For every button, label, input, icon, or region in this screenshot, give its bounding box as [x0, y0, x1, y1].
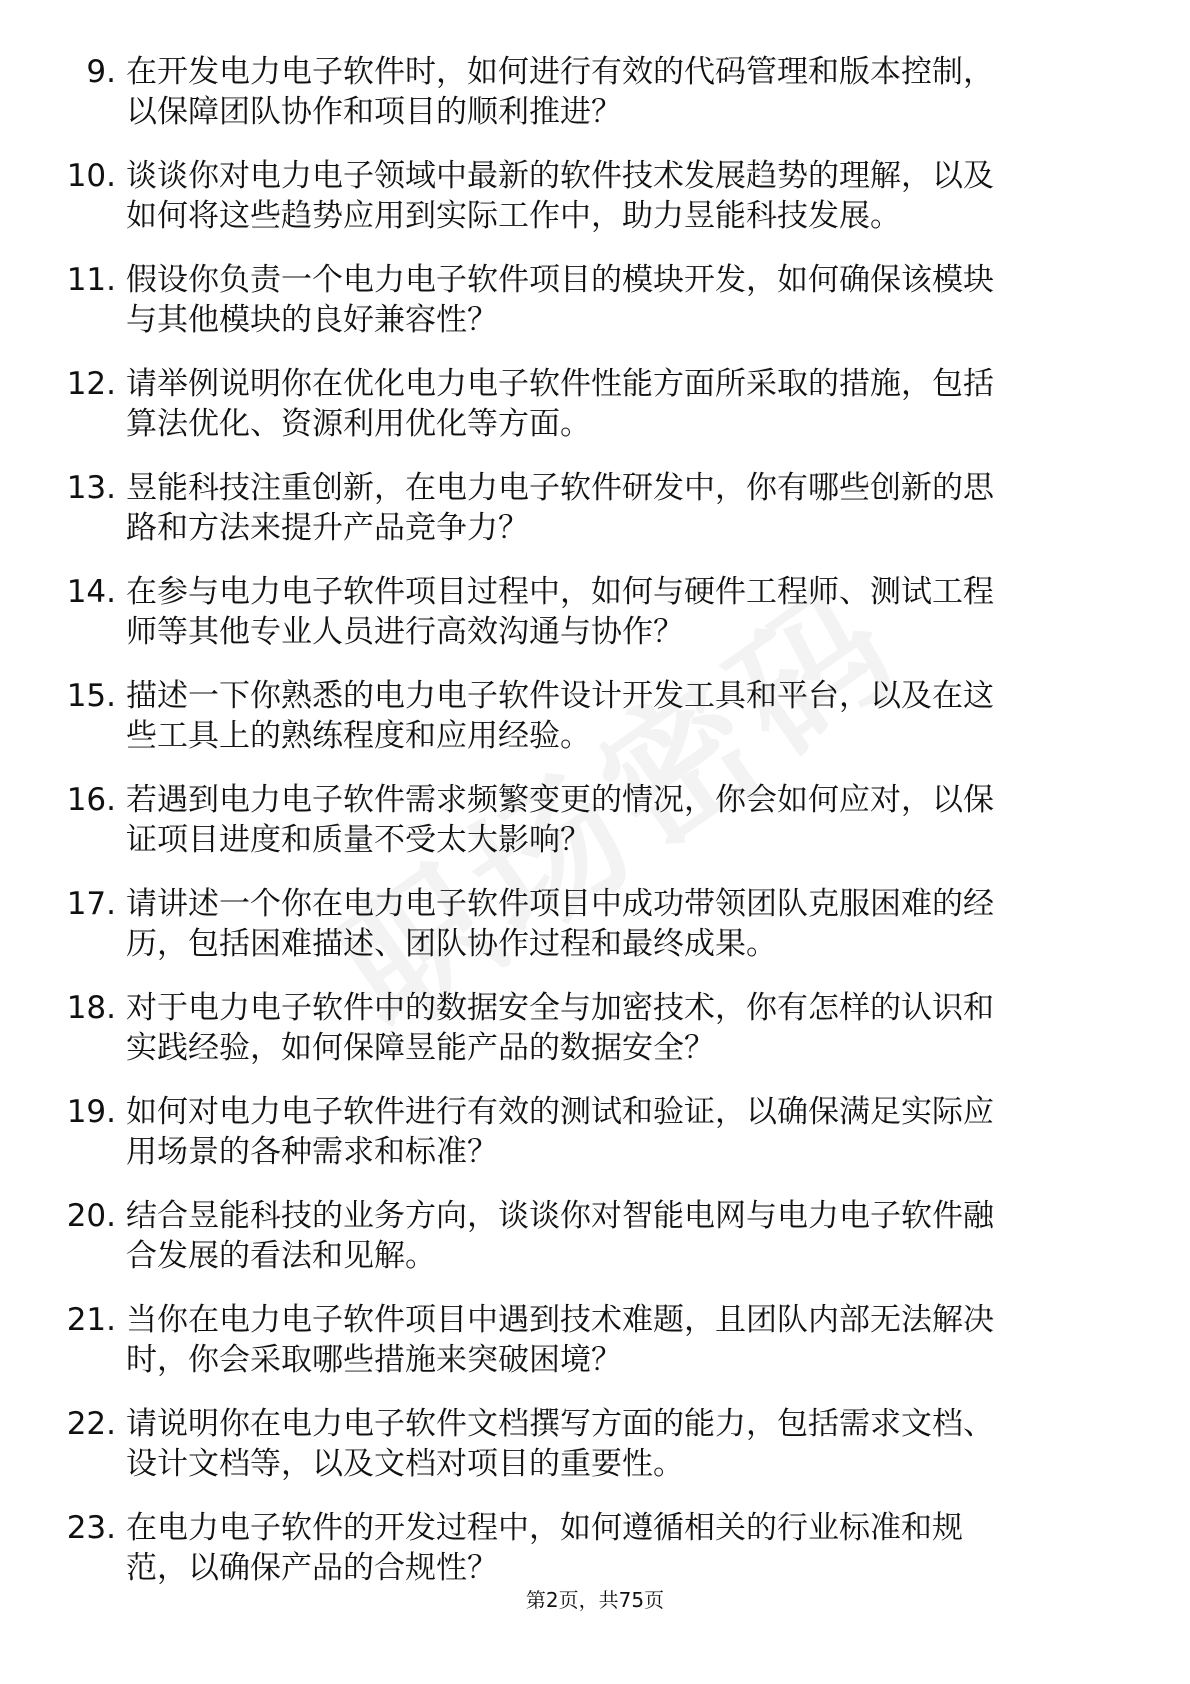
- question-line: 假设你负责一个电力电子软件项目的模块开发，如何确保该模块: [126, 262, 994, 298]
- question-number: 21.: [66, 1302, 116, 1338]
- question-number: 16.: [66, 782, 116, 818]
- question-line: 范，以确保产品的合规性？: [126, 1550, 498, 1586]
- question-line: 时，你会采取哪些措施来突破困境？: [126, 1342, 622, 1378]
- question-line: 若遇到电力电子软件需求频繁变更的情况，你会如何应对，以保: [126, 782, 994, 818]
- question-line: 请讲述一个你在电力电子软件项目中成功带领团队克服困难的经: [126, 886, 994, 922]
- question-number: 14.: [66, 574, 116, 610]
- question-line: 对于电力电子软件中的数据安全与加密技术，你有怎样的认识和: [126, 990, 994, 1026]
- question-line: 如何对电力电子软件进行有效的测试和验证，以确保满足实际应: [126, 1094, 994, 1130]
- question-number: 23.: [66, 1510, 116, 1546]
- question-line: 合发展的看法和见解。: [126, 1238, 436, 1274]
- question-item: [52, 676, 1132, 756]
- question-item: [52, 1508, 1132, 1588]
- question-number: 22.: [66, 1406, 116, 1442]
- question-item: [52, 468, 1132, 548]
- question-line: 昱能科技注重创新，在电力电子软件研发中，你有哪些创新的思: [126, 470, 994, 506]
- question-line: 历，包括困难描述、团队协作过程和最终成果。: [126, 926, 777, 962]
- question-list: [52, 52, 1132, 1612]
- question-number: 13.: [66, 470, 116, 506]
- question-item: [52, 780, 1132, 860]
- question-item: [52, 1092, 1132, 1172]
- question-line: 与其他模块的良好兼容性？: [126, 302, 498, 338]
- question-item: [52, 884, 1132, 964]
- question-item: [52, 572, 1132, 652]
- question-item: [52, 156, 1132, 236]
- question-line: 证项目进度和质量不受太大影响？: [126, 822, 591, 858]
- question-number: 9.: [86, 54, 116, 90]
- question-line: 以保障团队协作和项目的顺利推进？: [126, 94, 622, 130]
- question-line: 在开发电力电子软件时，如何进行有效的代码管理和版本控制，: [126, 54, 994, 90]
- question-line: 谈谈你对电力电子领域中最新的软件技术发展趋势的理解，以及: [126, 158, 994, 194]
- question-line: 设计文档等，以及文档对项目的重要性。: [126, 1446, 684, 1482]
- question-number: 20.: [66, 1198, 116, 1234]
- question-line: 结合昱能科技的业务方向，谈谈你对智能电网与电力电子软件融: [126, 1198, 994, 1234]
- question-line: 请举例说明你在优化电力电子软件性能方面所采取的措施，包括: [126, 366, 994, 402]
- question-line: 当你在电力电子软件项目中遇到技术难题，且团队内部无法解决: [126, 1302, 994, 1338]
- question-number: 11.: [66, 262, 116, 298]
- question-item: [52, 364, 1132, 444]
- question-number: 15.: [66, 678, 116, 714]
- question-number: 18.: [66, 990, 116, 1026]
- question-line: 描述一下你熟悉的电力电子软件设计开发工具和平台，以及在这: [126, 678, 994, 714]
- question-line: 算法优化、资源利用优化等方面。: [126, 406, 591, 442]
- question-item: [52, 52, 1132, 132]
- page-number: 第2页，共75页: [525, 1588, 665, 1612]
- question-item: [52, 260, 1132, 340]
- question-line: 在电力电子软件的开发过程中，如何遵循相关的行业标准和规: [126, 1510, 963, 1546]
- question-item: [52, 1196, 1132, 1276]
- question-number: 19.: [66, 1094, 116, 1130]
- question-item: [52, 988, 1132, 1068]
- question-number: 17.: [66, 886, 116, 922]
- question-item: [52, 1300, 1132, 1380]
- question-line: 请说明你在电力电子软件文档撰写方面的能力，包括需求文档、: [126, 1406, 994, 1442]
- question-line: 路和方法来提升产品竞争力？: [126, 510, 529, 546]
- question-line: 实践经验，如何保障昱能产品的数据安全？: [126, 1030, 715, 1066]
- question-line: 如何将这些趋势应用到实际工作中，助力昱能科技发展。: [126, 198, 901, 234]
- question-item: [52, 1404, 1132, 1484]
- question-line: 在参与电力电子软件项目过程中，如何与硬件工程师、测试工程: [126, 574, 994, 610]
- question-line: 些工具上的熟练程度和应用经验。: [126, 718, 591, 754]
- question-line: 师等其他专业人员进行高效沟通与协作？: [126, 614, 684, 650]
- question-number: 10.: [66, 158, 116, 194]
- question-number: 12.: [66, 366, 116, 402]
- question-line: 用场景的各种需求和标准？: [126, 1134, 498, 1170]
